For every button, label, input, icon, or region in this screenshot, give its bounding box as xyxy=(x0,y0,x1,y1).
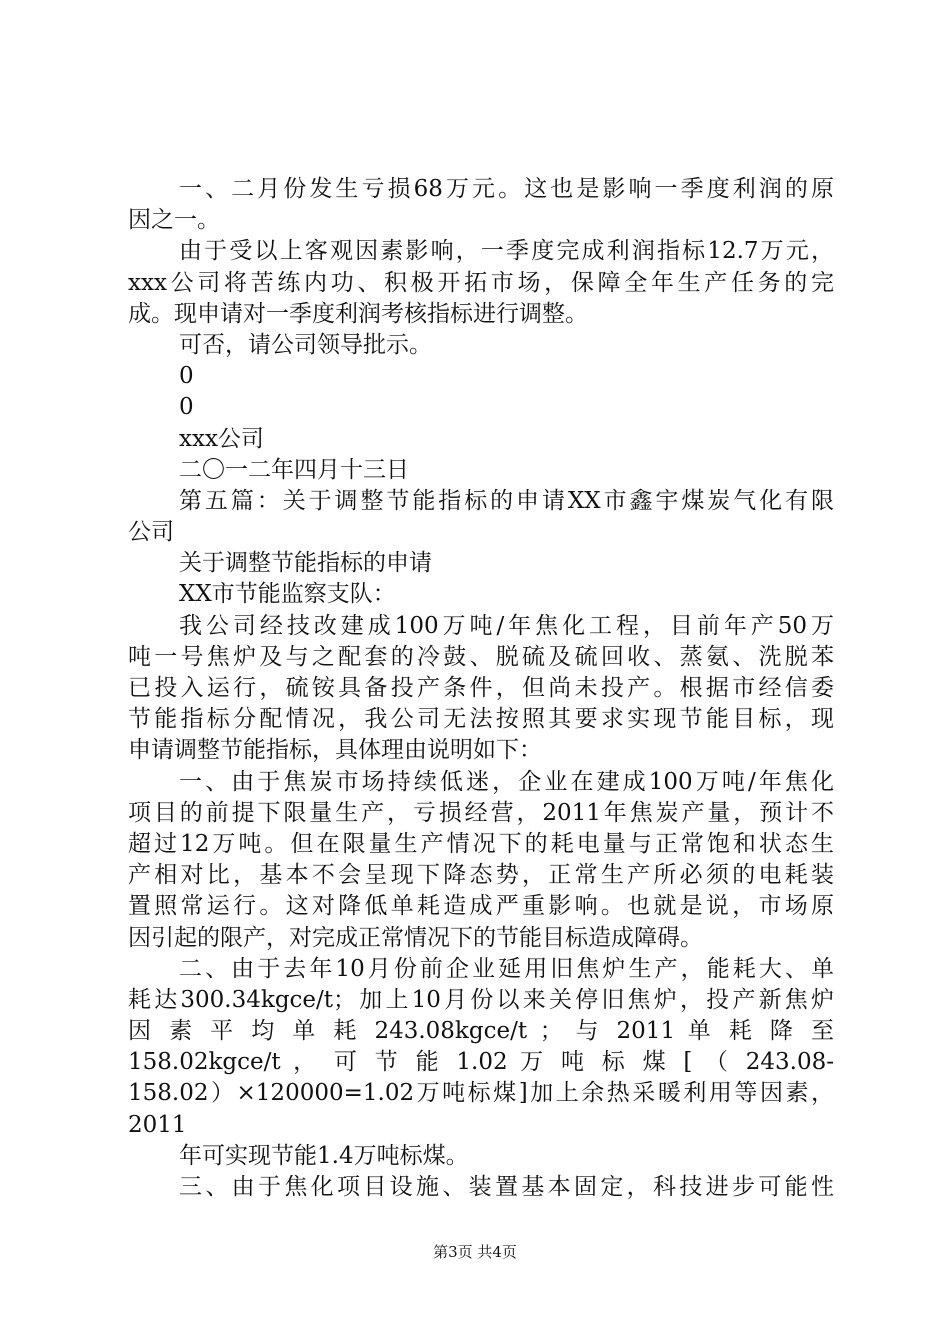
text-line: 公司 xyxy=(128,519,174,546)
text-line: 年可实现节能1.4万吨标煤。 xyxy=(179,1142,469,1169)
text-line: 一、二月份发生亏损68万元。这也是影响一季度利润的原 xyxy=(179,176,834,202)
text-line: 158.02）×120000=1.02万吨标煤]加上余热采暖利用等因素， xyxy=(128,1080,834,1107)
text-line: xxx公司 xyxy=(179,425,264,452)
text-line: 我公司经技改建成100万吨/年焦化工程，目前年产50万 xyxy=(179,612,834,639)
text-line: 0 xyxy=(179,363,194,390)
text-line: 三、由于焦化项目设施、装置基本固定，科技进步可能性 xyxy=(179,1174,834,1200)
text-line: 二、由于去年10月份前企业延用旧焦炉生产，能耗大、单 xyxy=(179,955,834,982)
text-line: 因 素 平 均 单 耗 243.08kgce/t ； 与 2011 单 耗 降 至 xyxy=(128,1018,834,1045)
text-line: 第五篇：关于调整节能指标的申请XX市鑫宇煤炭气化有限 xyxy=(179,487,834,514)
text-line: 置照常运行。这对降低单耗造成严重影响。也就是说，市场原 xyxy=(128,893,834,920)
text-line: XX市节能监察支队： xyxy=(179,581,396,608)
text-line: 项目的前提下限量生产，亏损经营，2011年焦炭产量，预计不 xyxy=(128,799,834,826)
text-line: 关于调整节能指标的申请 xyxy=(179,550,432,577)
page-footer: 第3页 共4页 xyxy=(433,1243,517,1261)
text-line: 158.02kgce/t ， 可 节 能 1.02 万 吨 标 煤 [ （ 243.08- xyxy=(128,1049,834,1076)
text-line: 申请调整节能指标，具体理由说明如下： xyxy=(128,737,542,764)
document-body xyxy=(128,174,834,1203)
text-line: 由于受以上客观因素影响，一季度完成利润指标12.7万元， xyxy=(179,238,834,265)
text-line: 节能指标分配情况，我公司无法按照其要求实现节能目标，现 xyxy=(128,706,834,733)
text-line: xxx公司将苦练内功、积极开拓市场，保障全年生产任务的完 xyxy=(128,269,834,296)
text-line: 产相对比，基本不会呈现下降态势，正常生产所必须的电耗装 xyxy=(128,862,834,889)
text-line: 0 xyxy=(179,394,194,421)
text-line: 已投入运行，硫铵具备投产条件，但尚未投产。根据市经信委 xyxy=(128,675,834,701)
text-line: 吨一号焦炉及与之配套的冷鼓、脱硫及硫回收、蒸氨、洗脱苯 xyxy=(128,643,834,670)
text-line: 成。现申请对一季度利润考核指标进行调整。 xyxy=(128,300,588,327)
text-line: 因之一。 xyxy=(128,207,220,234)
text-line: 二〇一二年四月十三日 xyxy=(179,456,409,483)
text-line: 超过12万吨。但在限量生产情况下的耗电量与正常饱和状态生 xyxy=(128,830,834,857)
text-line: 可否，请公司领导批示。 xyxy=(179,331,432,358)
text-line: 2011 xyxy=(128,1111,187,1138)
text-line: 一、由于焦炭市场持续低迷，企业在建成100万吨/年焦化 xyxy=(179,768,834,795)
text-line: 耗达300.34kgce/t；加上10月份以来关停旧焦炉，投产新焦炉 xyxy=(128,986,834,1013)
text-line: 因引起的限产，对完成正常情况下的节能目标造成障碍。 xyxy=(128,924,703,951)
